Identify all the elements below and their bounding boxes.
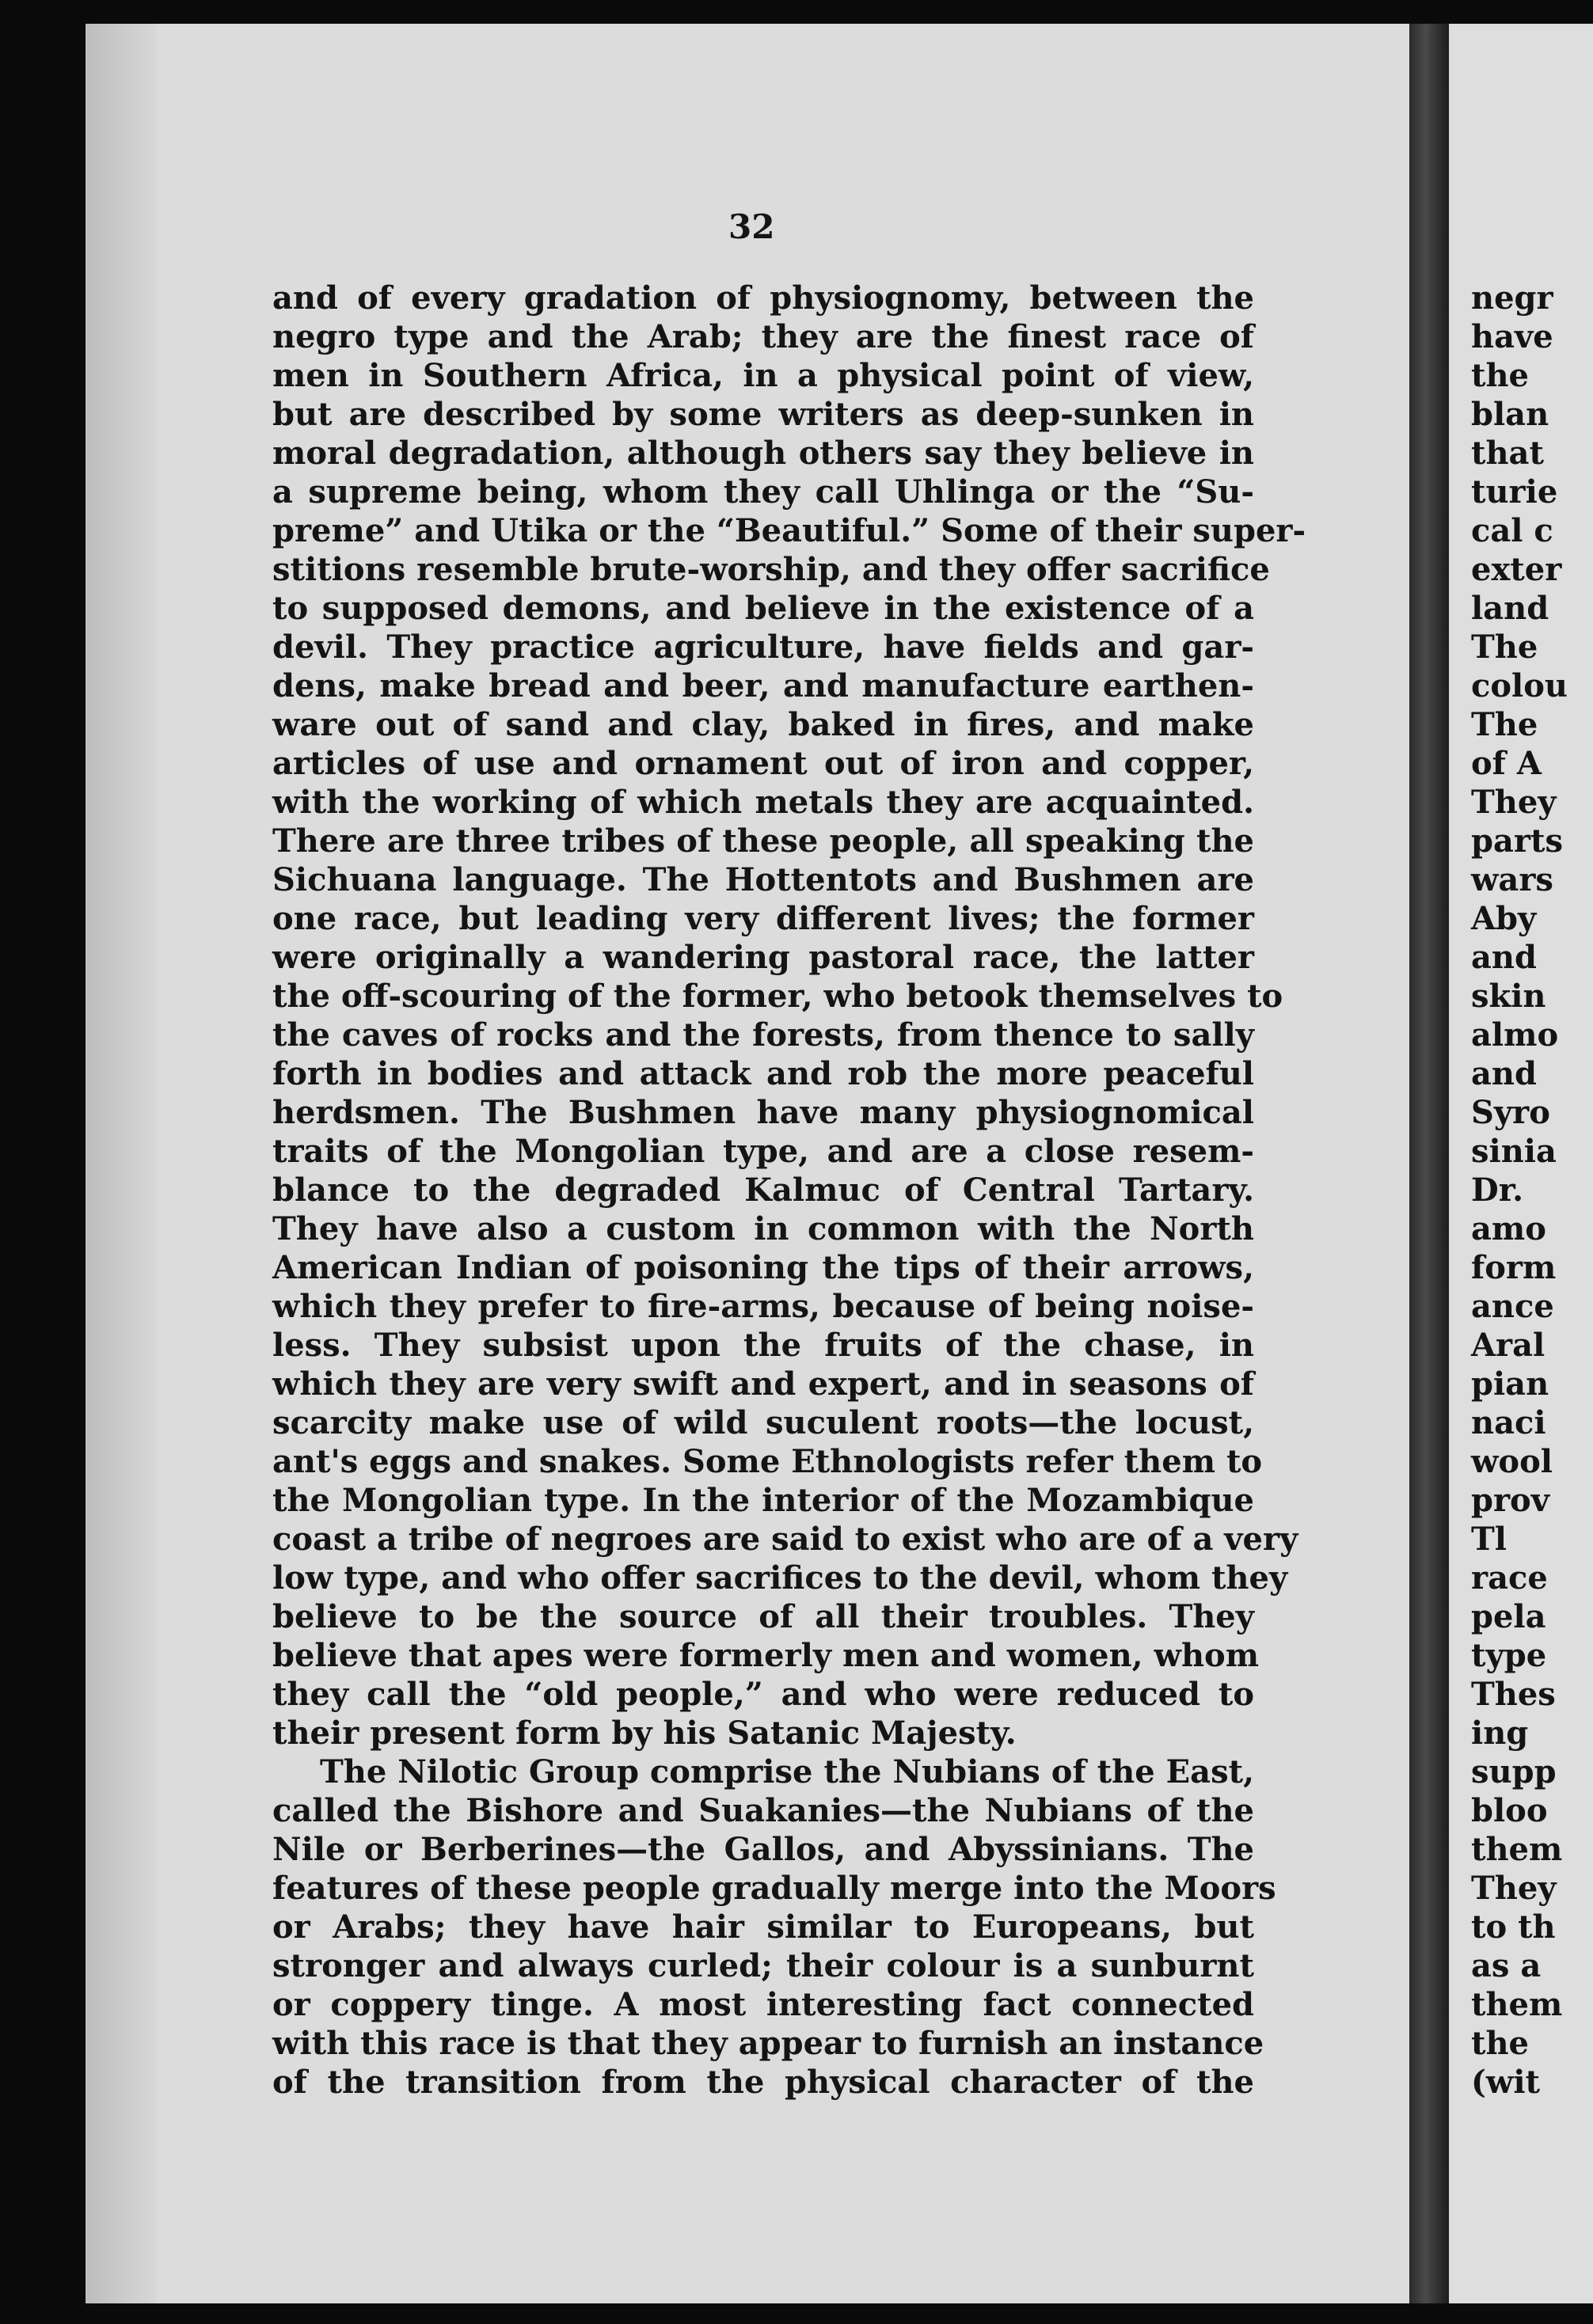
right-text-fragment: colou bbox=[1471, 667, 1568, 704]
page-number: 32 bbox=[728, 207, 775, 246]
text-line: believe that apes were formerly men and women, whom bbox=[272, 1637, 1260, 1674]
text-line: believe to be the source of all their troubles. They bbox=[272, 1598, 1254, 1635]
text-line: men in Southern Africa, in a physical point of view, bbox=[272, 357, 1254, 394]
right-text-fragment: Dr. bbox=[1471, 1171, 1524, 1209]
text-line: stitions resemble brute-worship, and they offer sacrifice bbox=[272, 551, 1270, 588]
text-line: scarcity make use of wild suculent roots—the locust, bbox=[272, 1404, 1254, 1441]
text-line: negro type and the Arab; they are the finest race of bbox=[272, 318, 1254, 355]
right-text-fragment: wars bbox=[1471, 861, 1553, 898]
right-text-fragment: pian bbox=[1471, 1365, 1549, 1403]
text-line: with the working of which metals they are acquainted. bbox=[272, 784, 1254, 821]
right-text-fragment: skin bbox=[1471, 978, 1546, 1015]
right-text-fragment: They bbox=[1471, 784, 1557, 821]
text-line: coast a tribe of negroes are said to exist who are of a very bbox=[272, 1521, 1298, 1558]
text-line: traits of the Mongolian type, and are a close resem- bbox=[272, 1133, 1254, 1170]
text-line: of the transition from the physical character of the bbox=[272, 2064, 1254, 2101]
text-line: features of these people gradually merge into the Moors bbox=[272, 1870, 1276, 1907]
text-line: ant's eggs and snakes. Some Ethnologists refer them to bbox=[272, 1443, 1263, 1480]
text-line: or Arabs; they have hair similar to Europeans, but bbox=[272, 1908, 1254, 1946]
right-text-fragment: They bbox=[1471, 1870, 1557, 1907]
right-text-fragment: race bbox=[1471, 1559, 1548, 1597]
text-line: to supposed demons, and believe in the existence of a bbox=[272, 590, 1254, 627]
right-text-fragment: to th bbox=[1471, 1908, 1556, 1946]
book-gutter bbox=[1409, 24, 1449, 2303]
right-text-fragment: turie bbox=[1471, 473, 1558, 511]
right-text-fragment: exter bbox=[1471, 551, 1562, 588]
text-line: preme” and Utika or the “Beautiful.” Some of their super- bbox=[272, 512, 1306, 549]
right-text-fragment: the bbox=[1471, 2025, 1530, 2062]
right-text-fragment: cal c bbox=[1471, 512, 1553, 549]
right-text-fragment: Thes bbox=[1471, 1676, 1556, 1713]
right-text-fragment: naci bbox=[1471, 1404, 1546, 1441]
right-text-fragment: them bbox=[1471, 1831, 1563, 1868]
right-text-fragment: amo bbox=[1471, 1210, 1546, 1247]
text-line: which they prefer to fire-arms, because of being noise- bbox=[272, 1288, 1254, 1325]
text-line: The Nilotic Group comprise the Nubians of the East, bbox=[320, 1753, 1254, 1790]
text-line: and of every gradation of physiognomy, between the bbox=[272, 279, 1254, 317]
right-text-fragment: bloo bbox=[1471, 1792, 1548, 1829]
text-line: forth in bodies and attack and rob the more peaceful bbox=[272, 1055, 1254, 1092]
text-line: Nile or Berberines—the Gallos, and Abyssinians. The bbox=[272, 1831, 1254, 1868]
right-text-fragment: The bbox=[1471, 706, 1538, 743]
right-text-fragment: negr bbox=[1471, 279, 1553, 317]
text-line: they call the “old people,” and who were reduced to bbox=[272, 1676, 1254, 1713]
text-line: were originally a wandering pastoral race, the latter bbox=[272, 939, 1254, 976]
right-text-fragment: blan bbox=[1471, 396, 1549, 433]
text-line: ware out of sand and clay, baked in fires, and make bbox=[272, 706, 1254, 743]
right-text-fragment: parts bbox=[1471, 822, 1563, 860]
text-line: stronger and always curled; their colour is a sunburnt bbox=[272, 1947, 1254, 1984]
right-text-fragment: sinia bbox=[1471, 1133, 1557, 1170]
text-line: less. They subsist upon the fruits of the chase, in bbox=[272, 1327, 1254, 1364]
text-line: or coppery tinge. A most interesting fact connected bbox=[272, 1986, 1254, 2023]
left-page-text bbox=[272, 279, 1306, 2102]
right-text-fragment: prov bbox=[1471, 1482, 1549, 1519]
right-text-fragment: wool bbox=[1471, 1443, 1553, 1480]
text-line: called the Bishore and Suakanies—the Nubians of the bbox=[272, 1792, 1254, 1829]
right-text-fragment: the bbox=[1471, 357, 1530, 394]
right-text-fragment: them bbox=[1471, 1986, 1563, 2023]
text-line: Sichuana language. The Hottentots and Bushmen are bbox=[272, 861, 1254, 898]
right-text-fragment: have bbox=[1471, 318, 1553, 355]
text-line: American Indian of poisoning the tips of their arrows, bbox=[272, 1249, 1254, 1286]
text-line: They have also a custom in common with the North bbox=[272, 1210, 1254, 1247]
right-text-fragment: land bbox=[1471, 590, 1549, 627]
text-line: which they are very swift and expert, and in seasons of bbox=[272, 1365, 1254, 1403]
right-text-fragment: Tl bbox=[1471, 1521, 1507, 1558]
text-line: their present form by his Satanic Majesty. bbox=[272, 1715, 1017, 1752]
text-line: the Mongolian type. In the interior of the Mozambique bbox=[272, 1482, 1254, 1519]
text-line: with this race is that they appear to furnish an instance bbox=[272, 2025, 1264, 2062]
right-text-fragment: Aral bbox=[1471, 1327, 1545, 1364]
right-text-fragment: (wit bbox=[1471, 2064, 1541, 2101]
text-line: herdsmen. The Bushmen have many physiognomical bbox=[272, 1094, 1254, 1131]
right-text-fragment: The bbox=[1471, 628, 1538, 666]
text-line: the caves of rocks and the forests, from thence to sally bbox=[272, 1016, 1254, 1054]
text-line: dens, make bread and beer, and manufacture earthen- bbox=[272, 667, 1254, 704]
text-line: devil. They practice agriculture, have fields and gar- bbox=[272, 628, 1254, 666]
right-text-fragment: pela bbox=[1471, 1598, 1546, 1635]
right-text-fragment: and bbox=[1471, 939, 1537, 976]
right-text-fragment: ance bbox=[1471, 1288, 1554, 1325]
text-line: low type, and who offer sacrifices to the devil, whom they bbox=[272, 1559, 1288, 1597]
right-text-fragment: and bbox=[1471, 1055, 1537, 1092]
right-text-fragment: of A bbox=[1471, 745, 1542, 782]
right-text-fragment: Aby bbox=[1471, 900, 1537, 937]
text-line: the off-scouring of the former, who betook themselves to bbox=[272, 978, 1283, 1015]
text-line: articles of use and ornament out of iron and copper, bbox=[272, 745, 1254, 782]
right-text-fragment: that bbox=[1471, 435, 1544, 472]
text-line: a supreme being, whom they call Uhlinga or the “Su- bbox=[272, 473, 1254, 511]
right-text-fragment: almo bbox=[1471, 1016, 1559, 1054]
right-text-fragment: Syro bbox=[1471, 1094, 1550, 1131]
right-text-fragment: supp bbox=[1471, 1753, 1557, 1790]
text-line: moral degradation, although others say they believe in bbox=[272, 435, 1254, 472]
text-line: blance to the degraded Kalmuc of Central Tartary. bbox=[272, 1171, 1254, 1209]
text-line: one race, but leading very different lives; the former bbox=[272, 900, 1254, 937]
right-text-fragment: ing bbox=[1471, 1715, 1529, 1752]
text-line: There are three tribes of these people, all speaking the bbox=[272, 822, 1254, 860]
right-text-fragment: as a bbox=[1471, 1947, 1542, 1984]
right-page-text bbox=[1471, 279, 1568, 2102]
right-text-fragment: type bbox=[1471, 1637, 1547, 1674]
right-text-fragment: form bbox=[1471, 1249, 1557, 1286]
text-line: but are described by some writers as deep-sunken in bbox=[272, 396, 1254, 433]
